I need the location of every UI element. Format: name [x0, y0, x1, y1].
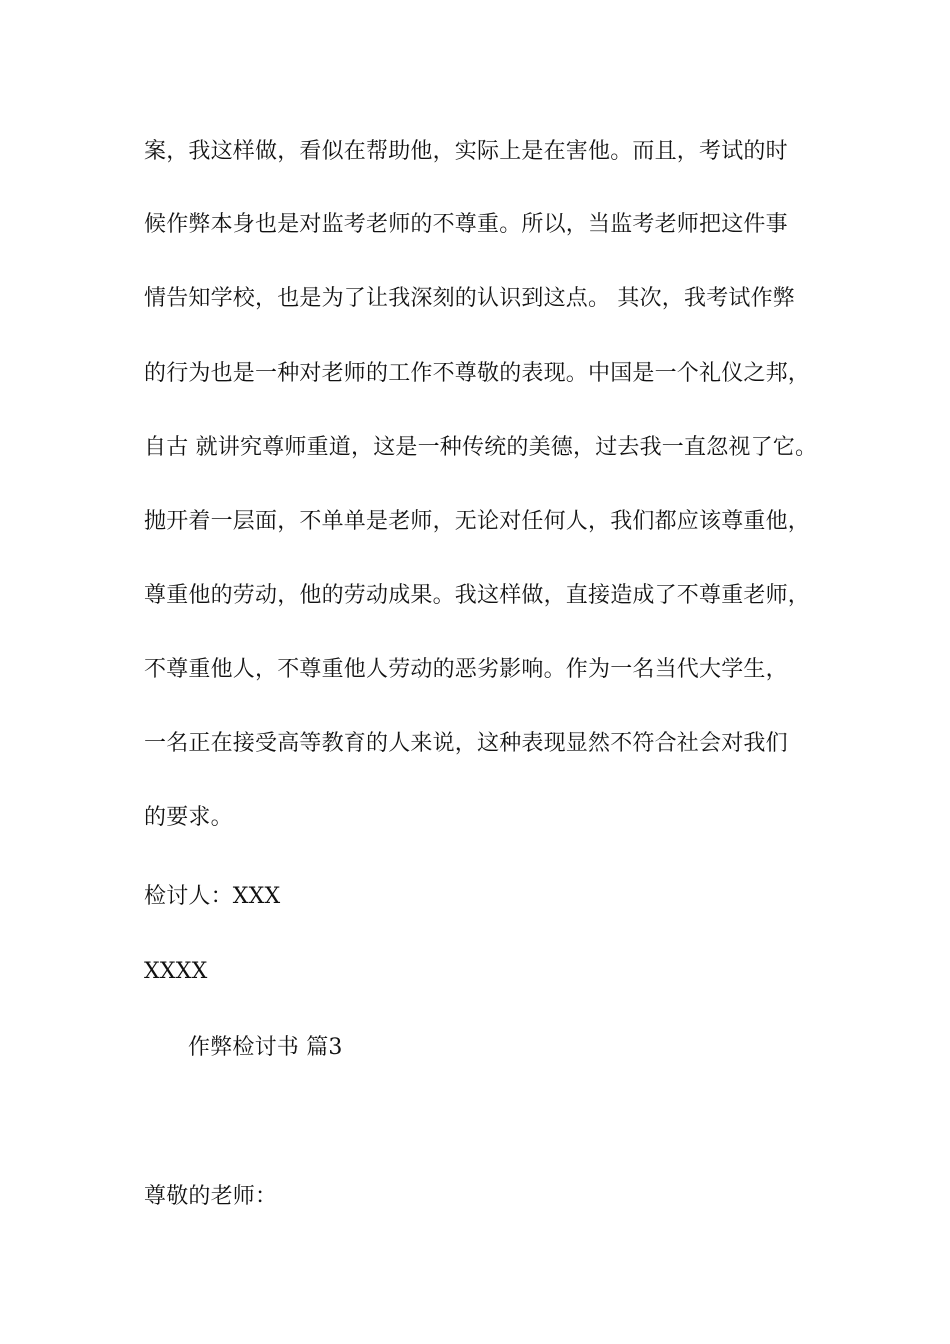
paragraph-line: 不尊重他人，不尊重他人劳动的恶劣影响。作为一名当代大学生，	[144, 657, 788, 682]
paragraph-line: 情告知学校，也是为了让我深刻的认识到这点。 其次，我考试作弊	[144, 286, 795, 311]
paragraph-line: 自古 就讲究尊师重道，这是一种传统的美德，过去我一直忽视了它。	[144, 435, 818, 460]
paragraph-line: 尊重他的劳动，他的劳动成果。我这样做，直接造成了不尊重老师，	[144, 583, 811, 608]
paragraph-line: 案，我这样做，看似在帮助他，实际上是在害他。而且，考试的时	[144, 139, 788, 164]
signature-date: XXXX	[144, 959, 208, 984]
section-heading: 作弊检讨书 篇3	[188, 1035, 343, 1060]
paragraph-line: 候作弊本身也是对监考老师的不尊重。所以，当监考老师把这件事	[144, 212, 788, 237]
salutation: 尊敬的老师：	[144, 1184, 278, 1209]
signature-name: 检讨人：XXX	[144, 884, 281, 909]
paragraph-line: 抛开着一层面，不单单是老师，无论对任何人，我们都应该尊重他，	[144, 509, 811, 534]
paragraph-line: 的要求。	[144, 805, 233, 830]
paragraph-line: 一名正在接受高等教育的人来说，这种表现显然不符合社会对我们	[144, 731, 788, 756]
paragraph-line: 的行为也是一种对老师的工作不尊敬的表现。中国是一个礼仪之邦，	[144, 361, 811, 386]
